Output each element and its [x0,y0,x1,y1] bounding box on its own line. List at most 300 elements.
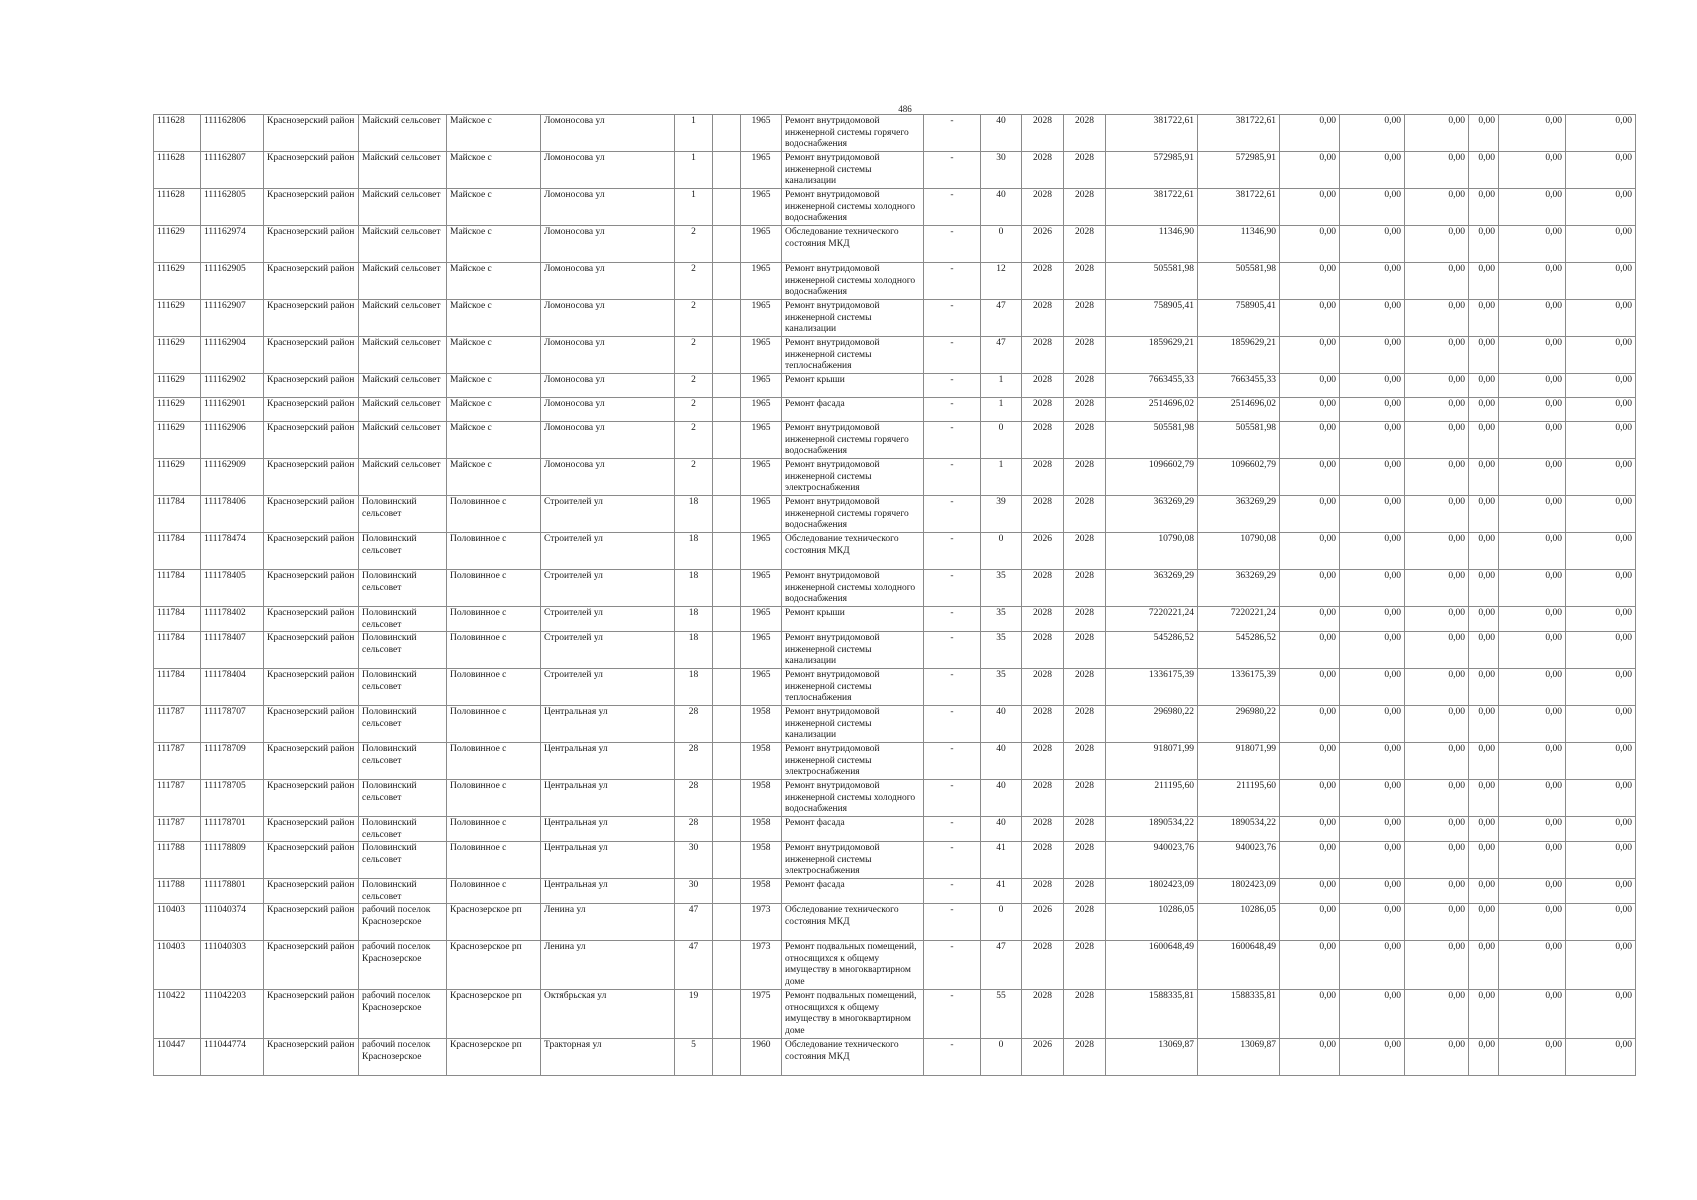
cell-house-id: 111784 [154,496,201,533]
cell-fund-other: 0,00 [1499,669,1566,706]
cell-cost-total-2: 7220221,24 [1198,607,1280,632]
cell-fund-local: 0,00 [1405,941,1469,990]
cell-deadline-year: 2028 [1064,706,1106,743]
table-row [154,669,1636,706]
cell-municipality: рабочий поселок Краснозерское [359,941,447,990]
table-row [154,115,1636,152]
cell-house-id: 111784 [154,533,201,570]
cell-plan-year: 2028 [1022,496,1064,533]
cell-district: Краснозерский район [264,533,359,570]
cell-fund-extra: 0,00 [1566,669,1636,706]
cell-empty-col: - [924,374,981,398]
cell-fund-extra: 0,00 [1566,879,1636,904]
table-body [154,115,1636,1076]
cell-settlement: Майское с [447,226,541,263]
table-row [154,780,1636,817]
cell-municipality: Майский сельсовет [359,189,447,226]
cell-fund-federal: 0,00 [1280,533,1340,570]
cell-fund-local: 0,00 [1405,904,1469,941]
cell-work-id: 111162807 [201,152,264,189]
cell-work-id: 111178809 [201,842,264,879]
cell-deadline-year: 2028 [1064,152,1106,189]
cell-district: Краснозерский район [264,300,359,337]
cell-plan-year: 2028 [1022,115,1064,152]
cell-fund-local: 0,00 [1405,570,1469,607]
cell-settlement: Половинное с [447,669,541,706]
cell-total-cost: 918071,99 [1106,743,1198,780]
cell-fund-federal: 0,00 [1280,607,1340,632]
cell-street: Строителей ул [541,570,675,607]
cell-fund-regional: 0,00 [1340,904,1405,941]
cell-fund-extra: 0,00 [1566,300,1636,337]
cell-district: Краснозерский район [264,743,359,780]
cell-fund-local: 0,00 [1405,337,1469,374]
table-row [154,459,1636,496]
cell-municipality: Майский сельсовет [359,337,447,374]
cell-fund-federal: 0,00 [1280,941,1340,990]
cell-fund-regional: 0,00 [1340,780,1405,817]
table-row [154,817,1636,842]
cell-building [713,459,741,496]
cell-district: Краснозерский район [264,226,359,263]
cell-wear-percent: 0 [981,533,1022,570]
cell-year-built: 1958 [741,817,782,842]
cell-district: Краснозерский район [264,879,359,904]
cell-empty-col: - [924,337,981,374]
cell-building [713,879,741,904]
cell-year-built: 1958 [741,842,782,879]
cell-house-id: 111787 [154,780,201,817]
cell-fund-regional: 0,00 [1340,189,1405,226]
cell-house-number: 28 [675,780,713,817]
cell-fund-local: 0,00 [1405,780,1469,817]
cell-municipality: Майский сельсовет [359,300,447,337]
cell-fund-other: 0,00 [1499,632,1566,669]
cell-year-built: 1960 [741,1039,782,1076]
cell-work-id: 111178407 [201,632,264,669]
cell-deadline-year: 2028 [1064,398,1106,422]
cell-wear-percent: 40 [981,706,1022,743]
cell-house-id: 111787 [154,817,201,842]
cell-fund-federal: 0,00 [1280,422,1340,459]
cell-cost-total-2: 211195,60 [1198,780,1280,817]
cell-empty-col: - [924,743,981,780]
cell-work-type: Ремонт внутридомовой инженерной системы электроснабжения [782,459,924,496]
table-row [154,398,1636,422]
cell-fund-federal: 0,00 [1280,904,1340,941]
cell-deadline-year: 2028 [1064,533,1106,570]
cell-fund-regional: 0,00 [1340,398,1405,422]
cell-work-type: Ремонт подвальных помещений, относящихся к общему имуществу в многоквартирном доме [782,941,924,990]
cell-fund-owners: 0,00 [1469,533,1499,570]
cell-municipality: Половинский сельсовет [359,632,447,669]
cell-district: Краснозерский район [264,842,359,879]
cell-plan-year: 2028 [1022,780,1064,817]
cell-settlement: Половинное с [447,533,541,570]
cell-fund-regional: 0,00 [1340,263,1405,300]
cell-work-type: Ремонт внутридомовой инженерной системы холодного водоснабжения [782,780,924,817]
cell-wear-percent: 35 [981,570,1022,607]
cell-work-id: 111162907 [201,300,264,337]
cell-work-type: Ремонт внутридомовой инженерной системы теплоснабжения [782,337,924,374]
cell-fund-local: 0,00 [1405,263,1469,300]
cell-fund-other: 0,00 [1499,780,1566,817]
cell-empty-col: - [924,941,981,990]
cell-municipality: Половинский сельсовет [359,842,447,879]
cell-house-id: 111788 [154,879,201,904]
cell-work-id: 111162906 [201,422,264,459]
cell-fund-other: 0,00 [1499,842,1566,879]
cell-settlement: Майское с [447,115,541,152]
cell-street: Ленина ул [541,904,675,941]
cell-work-type: Ремонт внутридомовой инженерной системы электроснабжения [782,743,924,780]
cell-work-id: 111178474 [201,533,264,570]
cell-wear-percent: 0 [981,422,1022,459]
cell-fund-other: 0,00 [1499,904,1566,941]
cell-work-id: 111162902 [201,374,264,398]
cell-fund-local: 0,00 [1405,533,1469,570]
cell-deadline-year: 2028 [1064,780,1106,817]
cell-fund-local: 0,00 [1405,1039,1469,1076]
cell-work-type: Ремонт подвальных помещений, относящихся к общему имуществу в многоквартирном доме [782,990,924,1039]
cell-fund-local: 0,00 [1405,189,1469,226]
cell-empty-col: - [924,300,981,337]
cell-fund-extra: 0,00 [1566,780,1636,817]
cell-empty-col: - [924,496,981,533]
cell-cost-total-2: 1802423,09 [1198,879,1280,904]
cell-fund-owners: 0,00 [1469,941,1499,990]
cell-house-id: 111629 [154,300,201,337]
cell-fund-extra: 0,00 [1566,904,1636,941]
cell-fund-regional: 0,00 [1340,226,1405,263]
cell-district: Краснозерский район [264,817,359,842]
table-row [154,570,1636,607]
cell-cost-total-2: 1890534,22 [1198,817,1280,842]
cell-fund-other: 0,00 [1499,422,1566,459]
cell-fund-federal: 0,00 [1280,1039,1340,1076]
cell-work-type: Ремонт внутридомовой инженерной системы холодного водоснабжения [782,189,924,226]
cell-year-built: 1958 [741,879,782,904]
cell-work-id: 111162974 [201,226,264,263]
cell-work-id: 111178705 [201,780,264,817]
cell-settlement: Половинное с [447,496,541,533]
cell-work-type: Ремонт внутридомовой инженерной системы электроснабжения [782,842,924,879]
cell-plan-year: 2028 [1022,422,1064,459]
cell-empty-col: - [924,904,981,941]
cell-plan-year: 2028 [1022,669,1064,706]
cell-empty-col: - [924,570,981,607]
cell-house-id: 110403 [154,904,201,941]
cell-fund-owners: 0,00 [1469,1039,1499,1076]
cell-work-id: 111178709 [201,743,264,780]
cell-empty-col: - [924,879,981,904]
page-number: 486 [898,104,912,114]
cell-deadline-year: 2028 [1064,374,1106,398]
table-row [154,904,1636,941]
cell-municipality: рабочий поселок Краснозерское [359,990,447,1039]
cell-street: Центральная ул [541,743,675,780]
cell-building [713,226,741,263]
cell-fund-owners: 0,00 [1469,632,1499,669]
cell-fund-owners: 0,00 [1469,842,1499,879]
cell-fund-extra: 0,00 [1566,189,1636,226]
cell-total-cost: 1859629,21 [1106,337,1198,374]
cell-street: Ломоносова ул [541,337,675,374]
cell-plan-year: 2028 [1022,743,1064,780]
cell-building [713,669,741,706]
cell-empty-col: - [924,817,981,842]
cell-settlement: Половинное с [447,842,541,879]
cell-fund-federal: 0,00 [1280,570,1340,607]
cell-deadline-year: 2028 [1064,941,1106,990]
cell-wear-percent: 0 [981,1039,1022,1076]
cell-work-id: 111178707 [201,706,264,743]
cell-street: Октябрьская ул [541,990,675,1039]
cell-cost-total-2: 572985,91 [1198,152,1280,189]
cell-house-id: 111629 [154,398,201,422]
cell-deadline-year: 2028 [1064,669,1106,706]
cell-building [713,706,741,743]
cell-year-built: 1965 [741,189,782,226]
cell-municipality: Половинский сельсовет [359,817,447,842]
cell-plan-year: 2028 [1022,632,1064,669]
cell-fund-federal: 0,00 [1280,189,1340,226]
cell-empty-col: - [924,632,981,669]
cell-fund-federal: 0,00 [1280,817,1340,842]
cell-work-id: 111162901 [201,398,264,422]
cell-fund-extra: 0,00 [1566,374,1636,398]
cell-fund-extra: 0,00 [1566,459,1636,496]
cell-house-id: 111629 [154,337,201,374]
cell-municipality: Майский сельсовет [359,459,447,496]
cell-deadline-year: 2028 [1064,496,1106,533]
cell-total-cost: 2514696,02 [1106,398,1198,422]
cell-plan-year: 2028 [1022,941,1064,990]
cell-fund-other: 0,00 [1499,263,1566,300]
cell-year-built: 1975 [741,990,782,1039]
cell-total-cost: 381722,61 [1106,189,1198,226]
cell-plan-year: 2028 [1022,817,1064,842]
cell-settlement: Майское с [447,189,541,226]
cell-building [713,398,741,422]
cell-wear-percent: 39 [981,496,1022,533]
cell-district: Краснозерский район [264,941,359,990]
cell-street: Ломоносова ул [541,398,675,422]
table-row [154,879,1636,904]
cell-work-type: Ремонт фасада [782,398,924,422]
cell-fund-extra: 0,00 [1566,115,1636,152]
cell-settlement: Майское с [447,300,541,337]
cell-cost-total-2: 363269,29 [1198,570,1280,607]
cell-fund-other: 0,00 [1499,706,1566,743]
cell-fund-owners: 0,00 [1469,226,1499,263]
cell-deadline-year: 2028 [1064,337,1106,374]
cell-house-id: 111784 [154,632,201,669]
cell-fund-regional: 0,00 [1340,941,1405,990]
cell-work-type: Ремонт внутридомовой инженерной системы горячего водоснабжения [782,422,924,459]
cell-district: Краснозерский район [264,459,359,496]
cell-wear-percent: 41 [981,842,1022,879]
cell-wear-percent: 0 [981,226,1022,263]
cell-house-id: 111629 [154,226,201,263]
cell-house-id: 111628 [154,152,201,189]
cell-wear-percent: 1 [981,398,1022,422]
cell-empty-col: - [924,115,981,152]
cell-house-number: 1 [675,152,713,189]
cell-plan-year: 2028 [1022,300,1064,337]
cell-building [713,904,741,941]
cell-fund-owners: 0,00 [1469,496,1499,533]
cell-total-cost: 1890534,22 [1106,817,1198,842]
cell-fund-other: 0,00 [1499,189,1566,226]
cell-cost-total-2: 7663455,33 [1198,374,1280,398]
cell-settlement: Краснозерское рп [447,990,541,1039]
cell-house-id: 111788 [154,842,201,879]
cell-fund-extra: 0,00 [1566,632,1636,669]
cell-work-id: 111162905 [201,263,264,300]
cell-fund-owners: 0,00 [1469,817,1499,842]
cell-deadline-year: 2028 [1064,422,1106,459]
cell-street: Строителей ул [541,496,675,533]
cell-fund-extra: 0,00 [1566,496,1636,533]
cell-wear-percent: 47 [981,300,1022,337]
cell-deadline-year: 2028 [1064,300,1106,337]
cell-fund-regional: 0,00 [1340,570,1405,607]
cell-house-number: 47 [675,904,713,941]
cell-fund-other: 0,00 [1499,1039,1566,1076]
cell-wear-percent: 1 [981,459,1022,496]
cell-district: Краснозерский район [264,422,359,459]
cell-settlement: Краснозерское рп [447,941,541,990]
cell-fund-owners: 0,00 [1469,374,1499,398]
cell-plan-year: 2028 [1022,706,1064,743]
cell-total-cost: 10286,05 [1106,904,1198,941]
cell-fund-owners: 0,00 [1469,607,1499,632]
cell-fund-local: 0,00 [1405,374,1469,398]
cell-total-cost: 13069,87 [1106,1039,1198,1076]
cell-building [713,1039,741,1076]
cell-street: Строителей ул [541,632,675,669]
cell-street: Ломоносова ул [541,226,675,263]
cell-fund-extra: 0,00 [1566,817,1636,842]
cell-wear-percent: 47 [981,941,1022,990]
cell-house-number: 47 [675,941,713,990]
cell-fund-other: 0,00 [1499,533,1566,570]
cell-municipality: Половинский сельсовет [359,743,447,780]
cell-district: Краснозерский район [264,632,359,669]
cell-fund-extra: 0,00 [1566,941,1636,990]
cell-fund-extra: 0,00 [1566,706,1636,743]
cell-fund-other: 0,00 [1499,941,1566,990]
cell-cost-total-2: 381722,61 [1198,115,1280,152]
cell-year-built: 1965 [741,632,782,669]
cell-district: Краснозерский район [264,152,359,189]
cell-fund-extra: 0,00 [1566,990,1636,1039]
cell-fund-federal: 0,00 [1280,990,1340,1039]
cell-fund-federal: 0,00 [1280,226,1340,263]
cell-fund-owners: 0,00 [1469,300,1499,337]
cell-settlement: Половинное с [447,743,541,780]
cell-deadline-year: 2028 [1064,817,1106,842]
cell-plan-year: 2026 [1022,226,1064,263]
cell-wear-percent: 40 [981,115,1022,152]
cell-work-id: 111044774 [201,1039,264,1076]
cell-wear-percent: 35 [981,632,1022,669]
cell-street: Центральная ул [541,817,675,842]
cell-street: Ломоносова ул [541,300,675,337]
cell-house-number: 1 [675,189,713,226]
cell-house-id: 110403 [154,941,201,990]
cell-work-type: Ремонт крыши [782,374,924,398]
table-row [154,189,1636,226]
cell-wear-percent: 55 [981,990,1022,1039]
cell-settlement: Майское с [447,337,541,374]
cell-work-id: 111042203 [201,990,264,1039]
table-row [154,533,1636,570]
cell-fund-extra: 0,00 [1566,743,1636,780]
cell-fund-other: 0,00 [1499,115,1566,152]
cell-fund-owners: 0,00 [1469,879,1499,904]
cell-cost-total-2: 10790,08 [1198,533,1280,570]
cell-building [713,152,741,189]
cell-year-built: 1965 [741,496,782,533]
cell-cost-total-2: 363269,29 [1198,496,1280,533]
cell-year-built: 1965 [741,337,782,374]
cell-fund-local: 0,00 [1405,706,1469,743]
cell-total-cost: 758905,41 [1106,300,1198,337]
table-row [154,226,1636,263]
cell-house-number: 19 [675,990,713,1039]
cell-fund-regional: 0,00 [1340,706,1405,743]
cell-fund-federal: 0,00 [1280,780,1340,817]
cell-fund-extra: 0,00 [1566,570,1636,607]
cell-deadline-year: 2028 [1064,990,1106,1039]
cell-municipality: Майский сельсовет [359,226,447,263]
cell-fund-extra: 0,00 [1566,422,1636,459]
cell-year-built: 1958 [741,743,782,780]
cell-plan-year: 2028 [1022,398,1064,422]
cell-fund-regional: 0,00 [1340,842,1405,879]
cell-total-cost: 1600648,49 [1106,941,1198,990]
cell-house-number: 18 [675,533,713,570]
cell-house-id: 111628 [154,189,201,226]
table-row [154,337,1636,374]
cell-total-cost: 1588335,81 [1106,990,1198,1039]
cell-municipality: Половинский сельсовет [359,496,447,533]
cell-cost-total-2: 758905,41 [1198,300,1280,337]
cell-fund-regional: 0,00 [1340,632,1405,669]
cell-fund-local: 0,00 [1405,115,1469,152]
cell-empty-col: - [924,422,981,459]
cell-fund-owners: 0,00 [1469,115,1499,152]
cell-building [713,337,741,374]
cell-fund-other: 0,00 [1499,337,1566,374]
cell-house-number: 2 [675,300,713,337]
cell-year-built: 1958 [741,706,782,743]
cell-street: Ленина ул [541,941,675,990]
cell-street: Строителей ул [541,607,675,632]
cell-building [713,632,741,669]
cell-cost-total-2: 1588335,81 [1198,990,1280,1039]
cell-work-type: Ремонт внутридомовой инженерной системы теплоснабжения [782,669,924,706]
cell-total-cost: 381722,61 [1106,115,1198,152]
cell-fund-owners: 0,00 [1469,263,1499,300]
cell-fund-extra: 0,00 [1566,263,1636,300]
cell-cost-total-2: 545286,52 [1198,632,1280,669]
cell-fund-local: 0,00 [1405,817,1469,842]
cell-house-number: 2 [675,422,713,459]
cell-municipality: Половинский сельсовет [359,879,447,904]
